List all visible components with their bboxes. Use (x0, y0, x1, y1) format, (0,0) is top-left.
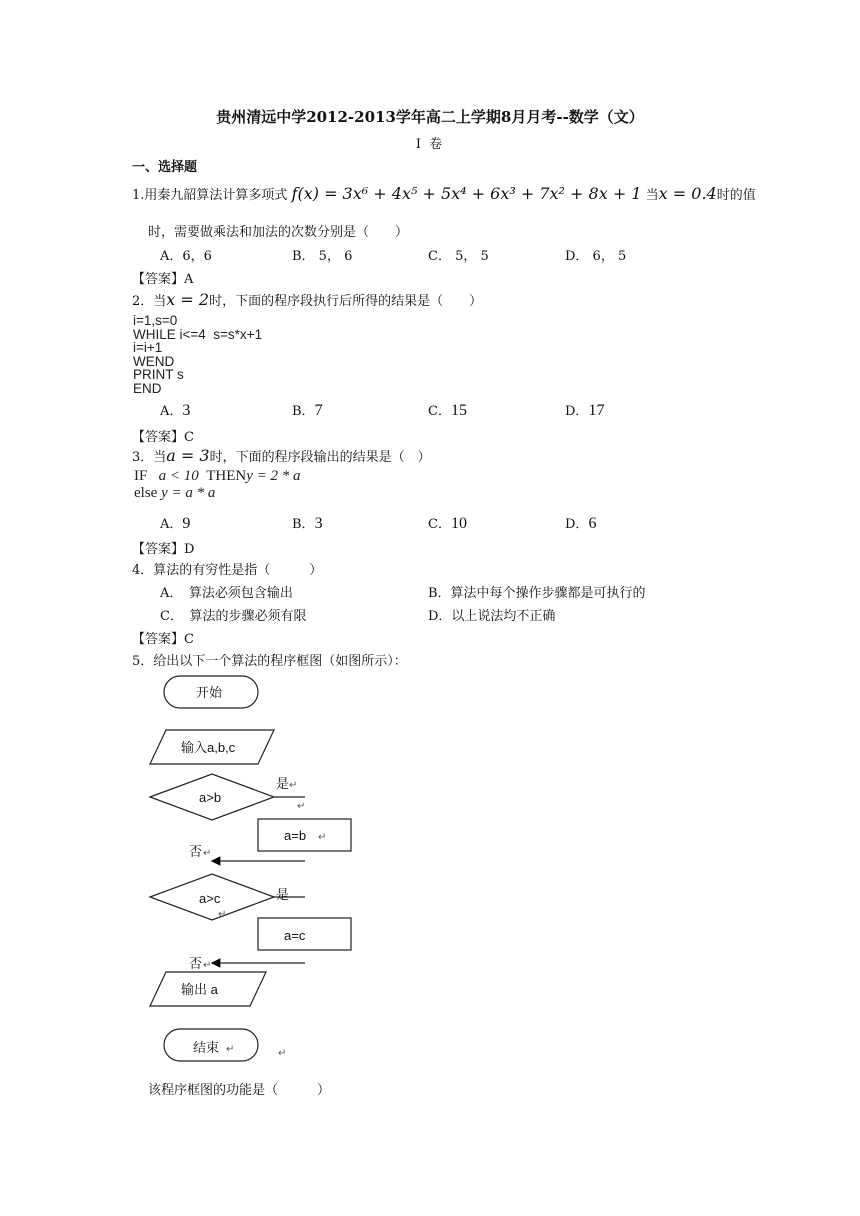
q5-line: 5．给出以下一个算法的程序框图（如图所示）： (132, 654, 407, 669)
q2-xval: x = 2 (166, 290, 210, 309)
q2-code-line: WEND (133, 353, 175, 369)
flow-mark: ↵ (203, 960, 212, 971)
q2-code-line: i=i+1 (133, 340, 163, 355)
q1-suffix: 时的值 (716, 188, 756, 203)
flow-mark: ↵ (318, 832, 327, 843)
q3-suffix: 时，下面的程序段输出的结果是（ ） (209, 450, 431, 465)
flow-cond2-label: a>c (199, 891, 221, 906)
q2-option-a: A．3 (160, 402, 191, 419)
q3-code-else: else y = a * a (134, 485, 216, 501)
flow-yes-label-1: 是 (276, 776, 290, 791)
q3-answer: 【答案】D (132, 542, 195, 557)
q1-option-d: D． 6， 5 (565, 249, 627, 264)
flow-start-label: 开始 (196, 685, 223, 700)
q2-suffix: 时，下面的程序段执行后所得的结果是（ ） (209, 294, 483, 309)
q2-prefix: 2．当 (132, 294, 167, 309)
q2-option-d: D．17 (565, 402, 605, 419)
q4-answer: 【答案】C (132, 632, 194, 647)
flow-assign1-label: a=b (284, 828, 307, 843)
flow-mark: ↵ (218, 909, 227, 920)
flow-no-label-1: 否 (189, 844, 203, 859)
q1-answer: 【答案】A (132, 272, 194, 287)
q1-line2: 时，需要做乘法和加法的次数分别是（ ） (148, 225, 409, 240)
q3-option-a: A．9 (160, 515, 191, 532)
flow-input-label: 输入a,b,c (181, 740, 236, 755)
q4-option-a: A． 算法必须包含输出 (160, 586, 293, 601)
q3-prefix: 3．当 (132, 450, 167, 465)
flow-yes-label-2: 是 (276, 887, 290, 902)
q3-aval: a = 3 (166, 446, 210, 465)
q3-option-b: B．3 (292, 515, 323, 532)
section-heading: 一、选择题 (132, 160, 198, 175)
q3-option-c: C．10 (428, 515, 467, 532)
q1-xval: x = 0.4 (658, 184, 717, 203)
q5-question: 该程序框图的功能是（ ） (148, 1083, 331, 1098)
q2-answer: 【答案】C (132, 430, 194, 445)
flow-assign2-label: a=c (284, 928, 306, 943)
q2-code-line: END (133, 380, 162, 396)
page-subtitle: I 卷 (415, 137, 445, 152)
flow-mark: ↵ (289, 780, 298, 791)
q4-option-d: D．以上说法均不正确 (428, 609, 556, 624)
q1-prefix: 1.用秦九韶算法计算多项式 (132, 188, 288, 203)
q4-line: 4．算法的有穷性是指（ ） (132, 563, 323, 578)
q2-option-b: B．7 (292, 402, 323, 419)
q2-option-c: C．15 (428, 402, 467, 419)
flow-mark: ↵ (297, 801, 306, 812)
q4-option-b: B．算法中每个操作步骤都是可执行的 (428, 586, 646, 601)
q2-code-line: WHILE i<=4 s=s*x+1 (133, 326, 263, 342)
flow-mark: ↵ (226, 1044, 235, 1055)
flow-no-label-2: 否 (189, 956, 203, 971)
q3-option-d: D．6 (565, 515, 597, 532)
flow-cond1-label: a>b (199, 790, 222, 805)
q4-option-c: C． 算法的步骤必须有限 (160, 609, 307, 624)
flow-end-label: 结束 (193, 1040, 220, 1055)
q2-code-line: i=1,s=0 (133, 313, 178, 328)
q1-option-c: C． 5， 5 (428, 249, 489, 264)
q1-option-a: A．6，6 (160, 249, 212, 264)
flow-mark: ↵ (278, 1048, 287, 1059)
flow-output-label: 输出 a (181, 982, 218, 997)
q1-mid: 当 (645, 188, 659, 203)
q1-option-b: B． 5， 6 (292, 249, 353, 264)
q3-code-if: IF a < 10 THENy = 2 * a (134, 468, 301, 484)
page-title: 贵州清远中学2012-2013学年高二上学期8月月考--数学（文） (216, 108, 644, 126)
q1-formula: f(x) = 3x⁶ + 4x⁵ + 5x⁴ + 6x³ + 7x² + 8x + 1 (291, 184, 642, 203)
flow-mark: ↵ (203, 848, 212, 859)
q2-code-line: PRINT s (133, 367, 184, 382)
